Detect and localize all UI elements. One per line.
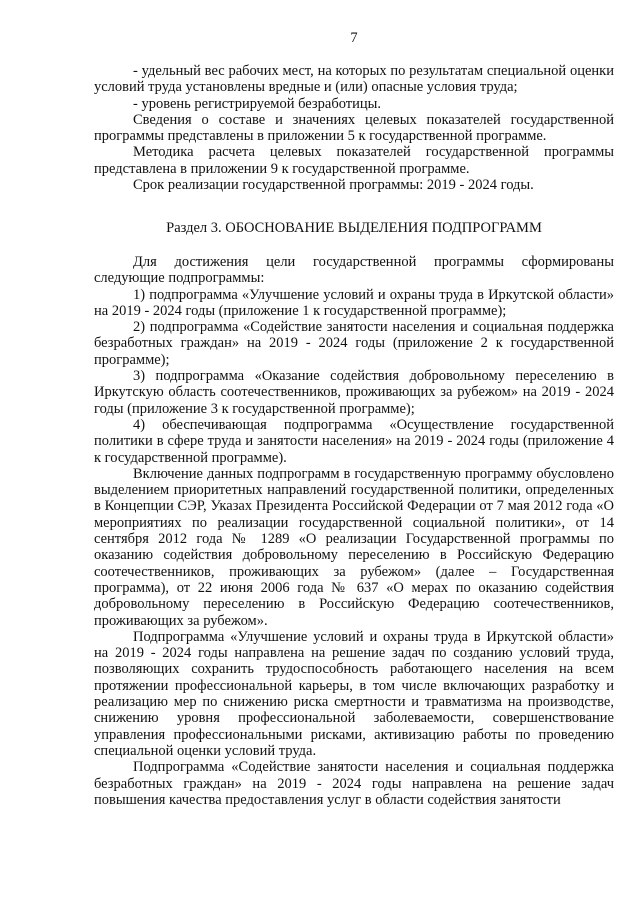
paragraph: 4) обеспечивающая подпрограмма «Осуществление государственной политики в сфере труда и занятости населения» на 2019 - 2024 годы (приложение 4 к государственной программе). <box>94 416 614 466</box>
section-heading: Раздел 3. ОБОСНОВАНИЕ ВЫДЕЛЕНИЯ ПОДПРОГРАММ <box>166 220 542 236</box>
page-number: 7 <box>350 30 358 46</box>
paragraph: Подпрограмма «Содействие занятости населения и социальная поддержка безработных граждан» на 2019 - 2024 годы направлена на решение задач повышения качества предоставления услуг в области содействия занятости <box>94 759 614 808</box>
body-text-top <box>94 63 614 193</box>
body-text-bottom <box>94 254 614 808</box>
paragraph: 1) подпрограмма «Улучшение условий и охраны труда в Иркутской области» на 2019 - 2024 годы (приложение 1 к государственной программе); <box>94 286 614 319</box>
paragraph: Срок реализации государственной программы: 2019 - 2024 годы. <box>133 177 534 194</box>
paragraph: - уровень регистрируемой безработицы. <box>133 95 381 112</box>
paragraph: Сведения о составе и значениях целевых показателей государственной программы представлены в приложении 5 к государственной программе. <box>94 111 614 145</box>
paragraph: Для достижения цели государственной программы сформированы следующие подпрограммы: <box>94 254 614 287</box>
paragraph: - удельный вес рабочих мест, на которых по результатам специальной оценки условий труда установлены вредные и (или) опасные условия труда; <box>94 63 614 96</box>
paragraph: Подпрограмма «Улучшение условий и охраны труда в Иркутской области» на 2019 - 2024 годы направлена на решение задач по созданию условий труда, позволяющих сохранить трудоспособность работающего населения на всем протяжении профессиональной карьеры, в том числе включающих разработку и реализацию мер по снижению риска смертности и травматизма на производстве, снижению уровня профессиональной заболеваемости, совершенствование управления профессиональными рисками, активизацию работы по проведению специальной оценки условий труда. <box>94 628 614 759</box>
paragraph: 2) подпрограмма «Содействие занятости населения и социальная поддержка безработных граждан» на 2019 - 2024 годы (приложение 2 к государственной программе); <box>94 319 614 368</box>
paragraph: Включение данных подпрограмм в государственную программу обусловлено выделением приоритетных направлений государственной политики, определенных в Концепции СЭР, Указах Президента Российской Федерации от 7 мая 2012 года «О мероприятиях по реализации государственной социальной политики», от 14 сентября 2012 года № 1289 «О реализации Государственной программы по оказанию содействия добровольному переселению в Российскую Федерацию соотечественников, проживающих за рубежом» (далее – Государственная программа), от 22 июня 2006 года № 637 «О мерах по оказанию содействия добровольному переселению в Российскую Федерацию соотечественников, проживающих за рубежом». <box>94 465 614 629</box>
paragraph: 3) подпрограмма «Оказание содействия добровольному переселению в Иркутскую область соотечественников, проживающих за рубежом» на 2019 - 2024 годы (приложение 3 к государственной программе); <box>94 368 614 417</box>
paragraph: Методика расчета целевых показателей государственной программы представлена в приложении 9 к государственной программе. <box>94 144 614 177</box>
